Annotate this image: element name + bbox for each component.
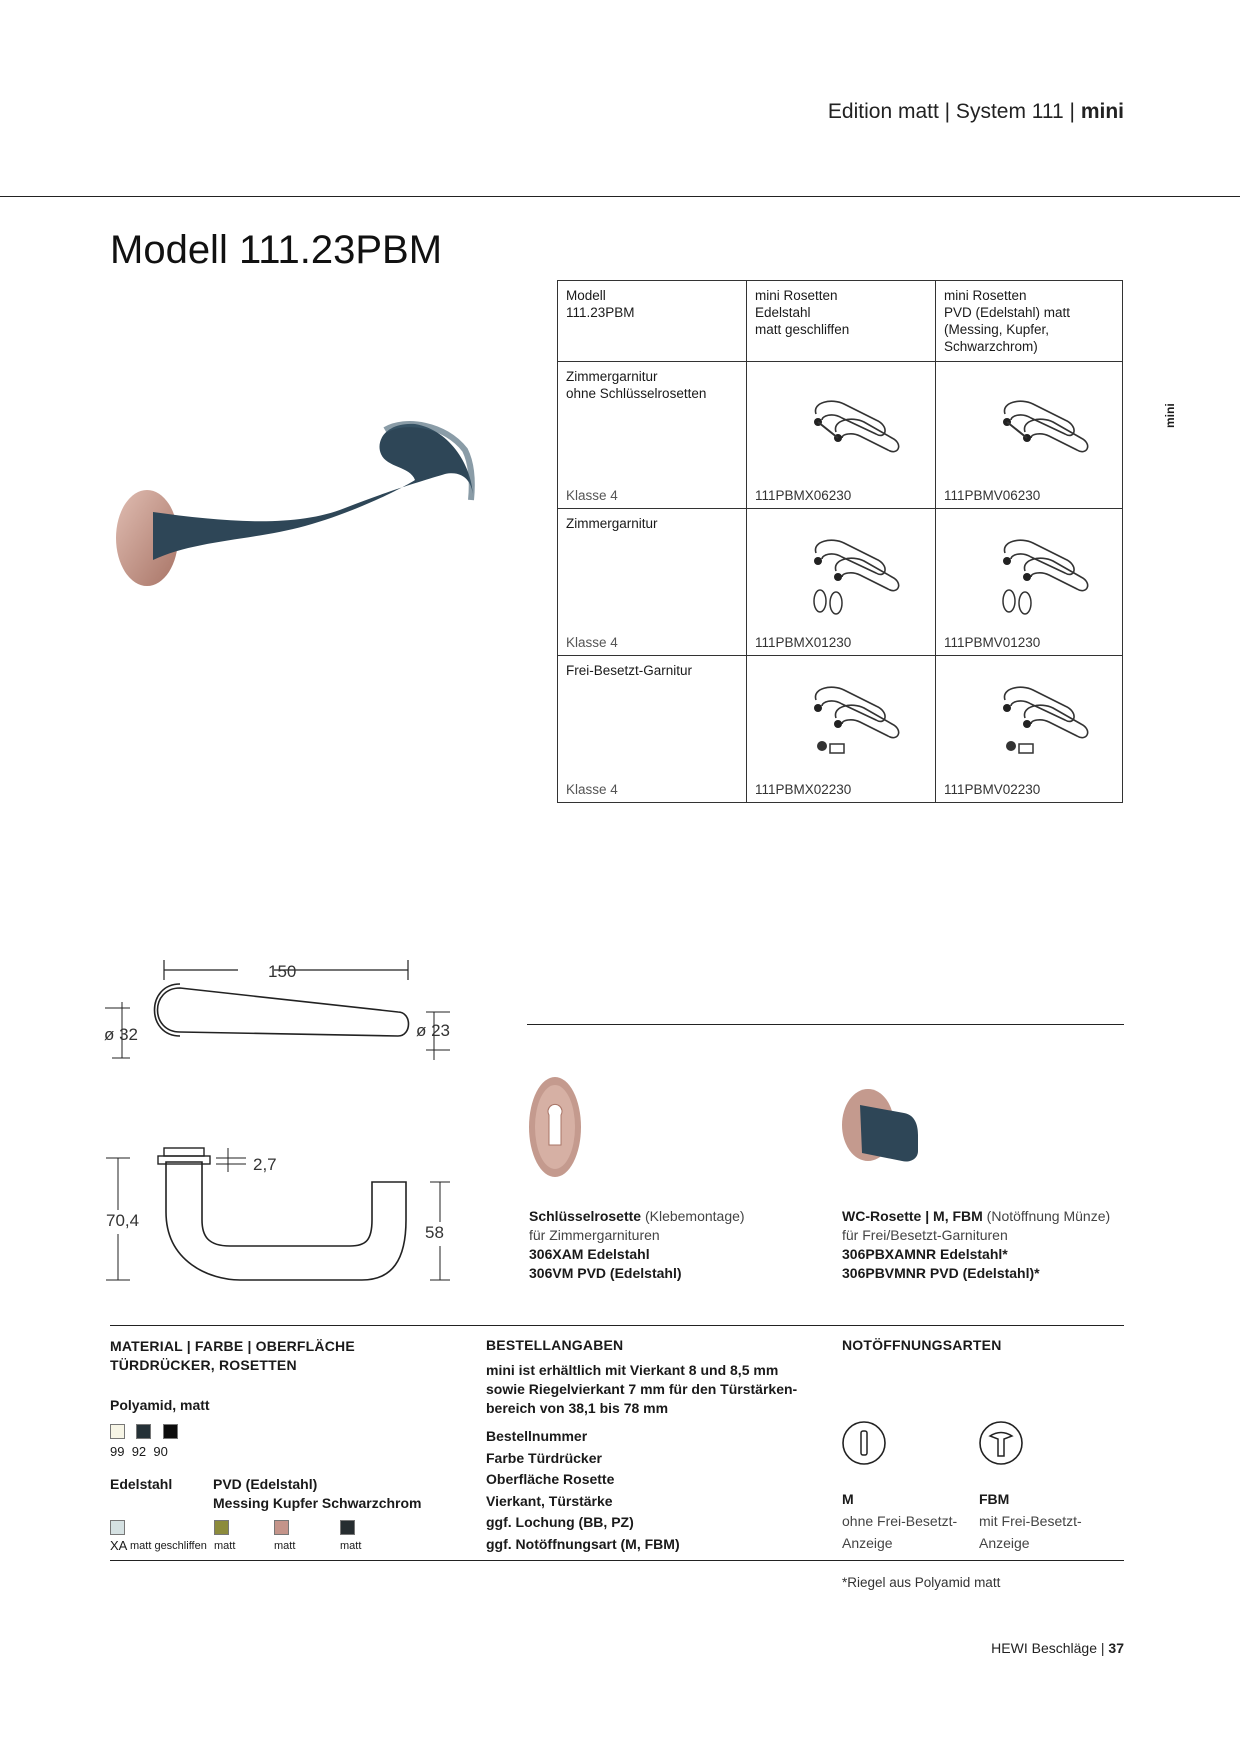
pvd-label: PVD (Edelstahl) Messing Kupfer Schwarzchrom: [213, 1476, 422, 1511]
polyamid-codes: 99 92 90: [110, 1444, 168, 1459]
article-number: 111PBMX02230: [755, 782, 852, 797]
page-number: 37: [1108, 1640, 1124, 1656]
table-header-model: Modell 111.23PBM: [558, 281, 747, 362]
indicator-icon: [978, 1420, 1024, 1466]
article-number: 111PBMV06230: [944, 488, 1041, 503]
row-class: Klasse 4: [566, 782, 618, 797]
list-item: Farbe Türdrücker: [486, 1449, 602, 1466]
handle-set-key-thumbnail: [772, 521, 902, 616]
header-title: [828, 100, 1124, 124]
technical-drawing: [100, 950, 460, 1290]
handle-set-wc-thumbnail: [772, 668, 902, 763]
dim-rose-thickness: 2,7: [253, 1155, 277, 1174]
list-item: ggf. Lochung (BB, PZ): [486, 1514, 634, 1530]
handle-set-thumbnail: [961, 382, 1091, 462]
steel-swatches: [110, 1520, 370, 1536]
table-row: [558, 509, 1123, 656]
side-tab: mini: [1163, 403, 1177, 428]
color-swatch: [110, 1520, 125, 1535]
article-number: 111PBMX06230: [755, 488, 852, 503]
dim-length: 150: [268, 962, 297, 981]
table-row: [558, 362, 1123, 509]
material-heading: MATERIAL | FARBE | OBERFLÄCHE TÜRDRÜCKER, ROSETTEN: [110, 1338, 355, 1373]
row-class: Klasse 4: [566, 635, 618, 650]
handle-set-wc-thumbnail: [961, 668, 1091, 763]
row-name-cell: Frei-Besetzt-Garnitur Klasse 4: [558, 656, 747, 803]
color-swatch: [274, 1520, 289, 1535]
header-title-prefix: Edition matt | System 111 |: [827, 100, 1081, 123]
table-header-pvd: mini Rosetten PVD (Edelstahl) matt (Messing, Kupfer, Schwarzchrom): [936, 281, 1123, 362]
color-swatch: [110, 1424, 125, 1439]
dim-diameter-right: ø 23: [416, 1021, 451, 1040]
wc-rose-photo: [838, 1085, 928, 1165]
handle-set-thumbnail: [772, 382, 902, 462]
handle-side-view: [166, 1162, 406, 1280]
product-photo: [105, 410, 495, 590]
emergency-heading: NOTÖFFNUNGSARTEN: [842, 1337, 1002, 1353]
article-number: 111PBMV02230: [944, 782, 1041, 797]
row-name-cell: Zimmergarnitur Klasse 4: [558, 509, 747, 656]
list-item: Oberfläche Rosette: [486, 1471, 615, 1487]
row-pvd-cell: [936, 509, 1123, 656]
list-item: Bestellnummer: [486, 1428, 588, 1444]
bottom-section-divider: [110, 1325, 1124, 1326]
key-rose-description: Schlüsselrosette (Klebemontage) für Zimmergarnituren 306XAM Edelstahl 306VM PVD (Edelstahl): [529, 1208, 745, 1281]
list-item: ggf. Notöffnungsart (M, FBM): [486, 1535, 680, 1552]
wc-rose-description: WC-Rosette | M, FBM (Notöffnung Münze) für Frei/Besetzt-Garnituren 306PBXAMNR Edelstahl* 306PBVMNR PVD (Edelstahl)*: [842, 1208, 1111, 1281]
row-class: Klasse 4: [566, 488, 618, 503]
color-swatch: [163, 1424, 178, 1439]
order-intro: mini ist erhältlich mit Vierkant 8 und 8,5 mm sowie Riegelvierkant 7 mm für den Türstärken- bereich von 38,1 bis 78 mm: [486, 1362, 798, 1416]
dim-height-left: 70,4: [106, 1211, 140, 1230]
color-swatch: [214, 1520, 229, 1535]
footnote: *Riegel aus Polyamid matt: [842, 1575, 1001, 1590]
row-steel-cell: [747, 509, 936, 656]
fbm-description: mit Frei-Besetzt- Anzeige: [979, 1513, 1082, 1551]
dim-height-right: 58: [425, 1223, 444, 1242]
row-pvd-cell: [936, 362, 1123, 509]
handle-top-view: [158, 988, 409, 1036]
spec-table: [557, 280, 1123, 803]
order-heading: BESTELLANGABEN: [486, 1337, 624, 1353]
edelstahl-label: Edelstahl: [110, 1476, 173, 1492]
fbm-label: FBM: [979, 1491, 1010, 1507]
handle-set-key-thumbnail: [961, 521, 1091, 616]
row-steel-cell: [747, 362, 936, 509]
row-pvd-cell: [936, 656, 1123, 803]
header-divider: [0, 196, 1240, 197]
dim-diameter-left: ø 32: [104, 1025, 139, 1044]
color-swatch: [136, 1424, 151, 1439]
polyamid-swatches: [110, 1424, 178, 1444]
key-rose-photo: [525, 1075, 585, 1180]
footnote-divider: [110, 1560, 1124, 1561]
section-divider: [527, 1024, 1124, 1025]
handle-lever: [153, 424, 473, 560]
color-swatch: [340, 1520, 355, 1535]
article-number: 111PBMV01230: [944, 635, 1041, 650]
page-title: Modell 111.23PBM: [110, 228, 443, 272]
polyamid-label: Polyamid, matt: [110, 1397, 210, 1413]
coin-slot-icon: [841, 1420, 887, 1466]
m-label: M: [842, 1491, 854, 1507]
m-description: ohne Frei-Besetzt- Anzeige: [842, 1513, 958, 1551]
steel-swatch-labels: XA matt geschliffen matt matt matt: [110, 1538, 362, 1553]
table-header-steel: mini Rosetten Edelstahl matt geschliffen: [747, 281, 936, 362]
table-row: [558, 656, 1123, 803]
row-name-cell: Zimmergarnitur ohne Schlüsselrosetten Klasse 4: [558, 362, 747, 509]
page-footer: HEWI Beschläge | 37: [991, 1640, 1124, 1656]
article-number: 111PBMX01230: [755, 635, 852, 650]
header-title-bold: mini: [1080, 100, 1124, 123]
list-item: Vierkant, Türstärke: [486, 1492, 613, 1509]
order-items: [486, 1426, 680, 1555]
row-steel-cell: [747, 656, 936, 803]
